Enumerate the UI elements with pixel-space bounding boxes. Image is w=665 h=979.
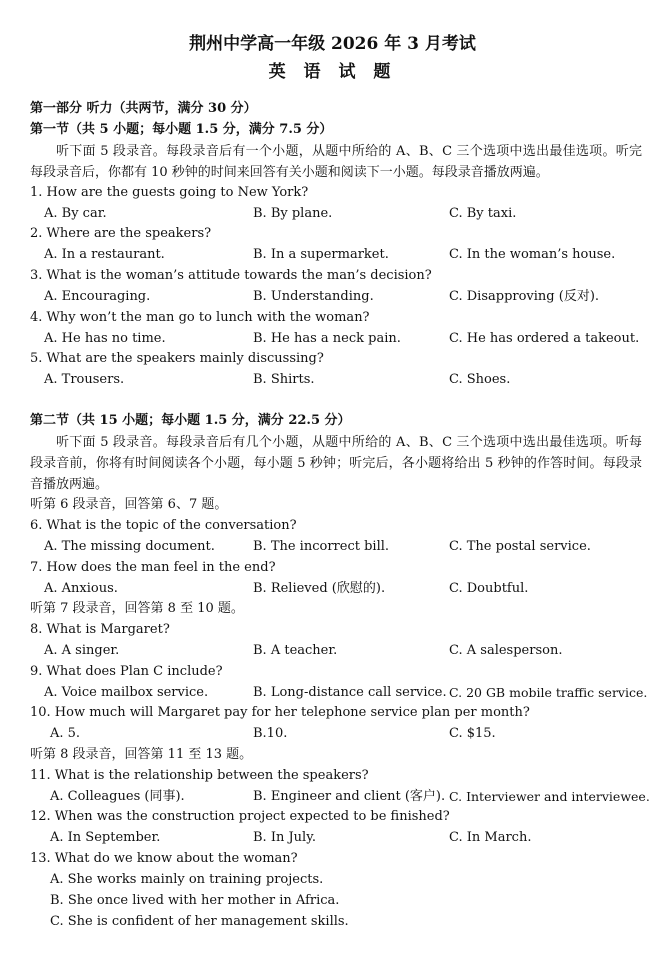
q3-option-a: A. Encouraging. [44, 289, 151, 304]
q9-option-a: A. Voice mailbox service. [44, 685, 209, 700]
q5-option-c: C. Shoes. [449, 372, 511, 387]
q3-option-c: C. Disapproving (反对). [449, 289, 600, 304]
q11-option-b: B. Engineer and client (客户). [253, 789, 446, 804]
q6-option-c: C. The postal service. [449, 539, 591, 554]
question-13: 13. What do we know about the woman? [30, 851, 298, 866]
q4-option-b: B. He has a neck pain. [253, 331, 401, 346]
q5-option-a: A. Trousers. [44, 372, 125, 387]
q1-option-a: A. By car. [44, 206, 107, 221]
q12-option-a: A. In September. [50, 830, 161, 845]
note-passage-7: 听第 7 段录音，回答第 8 至 10 题。 [30, 601, 244, 616]
q7-option-c: C. Doubtful. [449, 581, 529, 596]
q6-option-b: B. The incorrect bill. [253, 539, 390, 554]
question-3: 3. What is the woman’s attitude towards the man’s decision? [30, 268, 432, 283]
section2-heading: 第二节（共 15 小题；每小题 1.5 分，满分 22.5 分） [30, 413, 351, 428]
q1-option-b: B. By plane. [253, 206, 333, 221]
q10-option-c: C. $15. [449, 726, 496, 741]
q3-option-b: B. Understanding. [253, 289, 374, 304]
q11-option-c: C. Interviewer and interviewee. [449, 789, 650, 804]
q8-option-b: B. A teacher. [253, 643, 338, 658]
question-8: 8. What is Margaret? [30, 622, 170, 637]
note-passage-6: 听第 6 段录音，回答第 6、7 题。 [30, 497, 228, 512]
question-6: 6. What is the topic of the conversation? [30, 518, 297, 533]
q5-option-b: B. Shirts. [253, 372, 315, 387]
q4-option-a: A. He has no time. [44, 331, 166, 346]
q9-option-c: C. 20 GB mobile traffic service. [449, 685, 648, 700]
question-5: 5. What are the speakers mainly discussing? [30, 351, 324, 366]
q2-option-b: B. In a supermarket. [253, 247, 389, 262]
q13-option-b: B. She once lived with her mother in Africa. [50, 893, 340, 908]
q4-option-c: C. He has ordered a takeout. [449, 331, 640, 346]
q8-option-c: C. A salesperson. [449, 643, 563, 658]
section1-instructions: 听下面 5 段录音。每段录音后有一个小题，从题中所给的 A、B、C 三个选项中选出最佳选项。听完每段录音后，你都有 10 秒钟的时间来回答有关小题和阅读下一小题。每段录音播放两遍。 [30, 144, 642, 180]
part1-heading: 第一部分 听力（共两节，满分 30 分） [30, 101, 257, 116]
q6-option-a: A. The missing document. [44, 539, 215, 554]
q8-option-a: A. A singer. [44, 643, 120, 658]
note-passage-8: 听第 8 段录音，回答第 11 至 13 题。 [30, 747, 253, 762]
section2-instructions: 听下面 5 段录音。每段录音后有几个小题，从题中所给的 A、B、C 三个选项中选出最佳选项。听每段录音前，你将有时间阅读各个小题，每小题 5 秒钟；听完后，各小题将给出 5 秒钟的作答时间。每段录音播放两遍。 [30, 435, 642, 492]
q10-option-b: B.10. [253, 726, 288, 741]
question-11: 11. What is the relationship between the speakers? [30, 768, 369, 783]
question-2: 2. Where are the speakers? [30, 226, 212, 241]
q9-option-b: B. Long-distance call service. [253, 685, 447, 700]
question-12: 12. When was the construction project expected to be finished? [30, 809, 450, 824]
exam-subtitle: 英 语 试 题 [268, 62, 397, 82]
question-4: 4. Why won’t the man go to lunch with the woman? [30, 310, 370, 325]
q12-option-b: B. In July. [253, 830, 316, 845]
q10-option-a: A. 5. [50, 726, 81, 741]
q2-option-a: A. In a restaurant. [44, 247, 165, 262]
question-9: 9. What does Plan C include? [30, 664, 223, 679]
q11-option-a: A. Colleagues (同事). [50, 789, 185, 804]
q12-option-c: C. In March. [449, 830, 532, 845]
question-7: 7. How does the man feel in the end? [30, 560, 276, 575]
q13-option-c: C. She is confident of her management skills. [50, 914, 349, 929]
exam-title: 荆州中学高一年级 2026 年 3 月考试 [189, 34, 476, 54]
q13-option-a: A. She works mainly on training projects. [50, 872, 324, 887]
question-10: 10. How much will Margaret pay for her telephone service plan per month? [30, 705, 530, 720]
q2-option-c: C. In the woman’s house. [449, 247, 616, 262]
q7-option-a: A. Anxious. [44, 581, 118, 596]
q1-option-c: C. By taxi. [449, 206, 517, 221]
question-1: 1. How are the guests going to New York? [30, 185, 309, 200]
q7-option-b: B. Relieved (欣慰的). [253, 581, 386, 596]
section1-heading: 第一节（共 5 小题；每小题 1.5 分，满分 7.5 分） [30, 122, 333, 137]
